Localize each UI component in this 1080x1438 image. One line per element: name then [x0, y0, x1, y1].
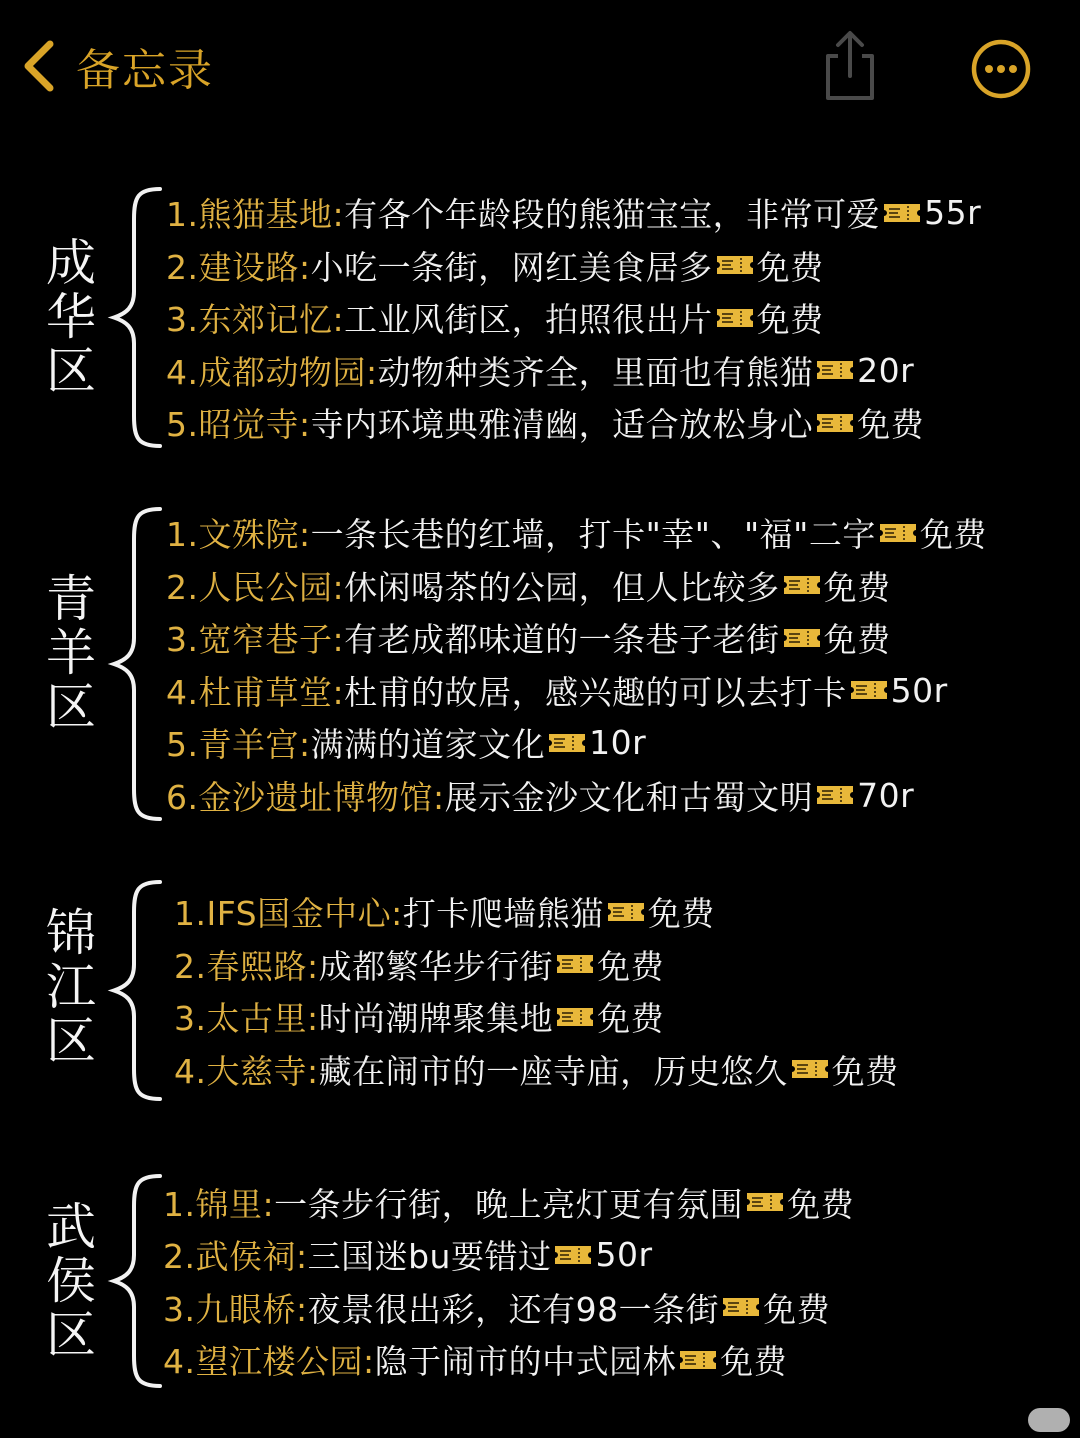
attraction-description: 动物种类齐全，里面也有熊猫 — [377, 352, 814, 392]
attraction-name: 4.大慈寺: — [174, 1051, 319, 1091]
attraction-item — [166, 507, 987, 560]
district-label-char: 成 — [46, 234, 96, 292]
attraction-description: 寺内环境典雅清幽，适合放松身心 — [310, 405, 814, 444]
attraction-name: 3.东郊记忆: — [166, 300, 345, 339]
attraction-description: 三国迷bu要错过 — [307, 1237, 552, 1277]
district-label-char: 羊 — [46, 624, 96, 682]
ticket-price: 免费 — [787, 1184, 855, 1224]
ticket-icon — [553, 1242, 593, 1268]
ticket-icon — [555, 1004, 595, 1030]
attraction-description: 满满的道家文化 — [310, 725, 546, 765]
curly-brace — [100, 505, 164, 827]
attraction-name: 4.杜甫草堂: — [166, 672, 345, 712]
attraction-list — [166, 186, 981, 449]
ticket-price: 免费 — [823, 567, 891, 607]
ticket-price: 免费 — [597, 999, 665, 1039]
ticket-price: 免费 — [756, 247, 824, 287]
ticket-icon — [715, 252, 755, 278]
curly-brace — [100, 878, 164, 1107]
ticket-price: 免费 — [763, 1289, 831, 1329]
share-icon — [818, 89, 882, 108]
attraction-item — [166, 769, 987, 822]
ticket-price: 免费 — [823, 620, 891, 660]
attraction-item — [163, 1281, 854, 1334]
district-label-char: 侯 — [46, 1252, 96, 1310]
ticket-icon — [815, 782, 855, 808]
attraction-description: 休闲喝茶的公园，但人比较多 — [344, 567, 780, 607]
district-label — [38, 1200, 104, 1362]
attraction-description: 有老成都味道的一条巷子老街 — [344, 620, 780, 660]
ticket-icon — [555, 951, 595, 977]
attraction-item — [166, 612, 987, 665]
district-label-char: 武 — [46, 1198, 96, 1256]
ticket-price: 免费 — [756, 300, 824, 339]
ticket-price: 10r — [589, 723, 647, 763]
attraction-name: 2.人民公园: — [166, 567, 345, 607]
district-label-char: 区 — [46, 1306, 96, 1364]
district-label-char: 区 — [46, 678, 96, 736]
ticket-icon — [882, 200, 922, 226]
attraction-item — [174, 886, 899, 939]
ticket-price: 免费 — [857, 405, 925, 444]
attraction-item — [163, 1176, 854, 1229]
attraction-item — [174, 1043, 899, 1096]
ticket-icon — [849, 677, 889, 703]
attraction-description: 一条步行街，晚上亮灯更有氛围 — [274, 1184, 744, 1224]
ticket-icon — [678, 1347, 718, 1373]
ticket-icon — [721, 1294, 761, 1320]
ticket-price: 20r — [857, 350, 915, 390]
attraction-name: 1.熊猫基地: — [166, 195, 345, 234]
chevron-left-icon — [18, 38, 58, 94]
attraction-name: 5.昭觉寺: — [166, 405, 311, 444]
ticket-price: 免费 — [647, 894, 715, 934]
attraction-name: 1.文殊院: — [166, 515, 311, 555]
attraction-item — [163, 1334, 854, 1387]
ticket-price: 70r — [857, 775, 915, 815]
attraction-item — [166, 559, 987, 612]
attraction-name: 2.春熙路: — [174, 946, 319, 986]
ticket-icon — [547, 730, 587, 756]
curly-brace — [100, 1172, 164, 1394]
watermark-badge — [1028, 1408, 1070, 1432]
attraction-item — [166, 186, 981, 239]
attraction-description: 小吃一条街，网红美食居多 — [310, 247, 713, 287]
attraction-name: 5.青羊宫: — [166, 725, 311, 765]
ticket-icon — [715, 305, 755, 331]
attraction-description: 时尚潮牌聚集地 — [318, 999, 554, 1039]
ticket-price: 免费 — [919, 515, 987, 555]
attraction-description: 展示金沙文化和古蜀文明 — [444, 777, 814, 817]
curly-brace — [100, 185, 164, 454]
attraction-description: 杜甫的故居，感兴趣的可以去打卡 — [344, 672, 847, 712]
ticket-icon — [815, 410, 855, 436]
attraction-item — [174, 991, 899, 1044]
ticket-icon — [606, 899, 646, 925]
attraction-name: 1.IFS国金中心: — [174, 894, 403, 934]
ticket-price: 免费 — [720, 1342, 788, 1382]
attraction-description: 夜景很出彩，还有98一条街 — [307, 1289, 720, 1329]
district-label-char: 区 — [46, 1012, 96, 1070]
attraction-description: 打卡爬墙熊猫 — [402, 894, 604, 934]
attraction-item — [166, 396, 981, 449]
ticket-price: 免费 — [831, 1051, 899, 1091]
attraction-item — [166, 239, 981, 292]
attraction-item — [166, 291, 981, 344]
ticket-icon — [782, 625, 822, 651]
attraction-name: 3.九眼桥: — [163, 1289, 308, 1329]
attraction-item — [166, 717, 987, 770]
attraction-name: 6.金沙遗址博物馆: — [166, 777, 445, 817]
attraction-item — [174, 938, 899, 991]
district-label-char: 华 — [46, 288, 96, 346]
ticket-price: 50r — [595, 1235, 653, 1275]
more-options-button[interactable] — [970, 38, 1032, 100]
district-label-char: 锦 — [46, 904, 96, 962]
back-label: 备忘录 — [76, 45, 214, 96]
share-button[interactable] — [818, 28, 882, 104]
attraction-description: 藏在闹市的一座寺庙，历史悠久 — [318, 1051, 788, 1091]
attraction-name: 4.成都动物园: — [166, 352, 378, 392]
attraction-name: 2.建设路: — [166, 247, 311, 287]
top-nav-bar — [0, 0, 1080, 130]
attraction-description: 隐于闹市的中式园林 — [374, 1342, 677, 1382]
attraction-item — [163, 1229, 854, 1282]
district-label-char: 江 — [46, 958, 96, 1016]
ticket-icon — [878, 520, 918, 546]
attraction-list — [174, 886, 899, 1096]
district-label — [38, 572, 104, 734]
district-label-char: 区 — [46, 342, 96, 400]
attraction-name: 2.武侯祠: — [163, 1237, 308, 1277]
district-label-char: 青 — [46, 570, 96, 628]
ticket-price: 50r — [890, 670, 948, 710]
attraction-description: 有各个年龄段的熊猫宝宝，非常可爱 — [344, 195, 881, 234]
attraction-list — [166, 507, 987, 822]
attraction-list — [163, 1176, 854, 1386]
ticket-icon — [782, 572, 822, 598]
attraction-item — [166, 344, 981, 397]
ticket-price: 免费 — [597, 946, 665, 986]
attraction-description: 工业风街区，拍照很出片 — [344, 300, 713, 339]
attraction-description: 成都繁华步行街 — [318, 946, 554, 986]
ticket-icon — [815, 357, 855, 383]
attraction-name: 3.太古里: — [174, 999, 319, 1039]
attraction-name: 4.望江楼公园: — [163, 1342, 375, 1382]
attraction-description: 一条长巷的红墙，打卡"幸"、"福"二字 — [310, 515, 876, 555]
attraction-name: 1.锦里: — [163, 1184, 275, 1224]
back-button[interactable] — [18, 30, 214, 102]
attraction-item — [166, 664, 987, 717]
ticket-icon — [745, 1189, 785, 1215]
district-label — [38, 906, 104, 1068]
more-icon — [970, 85, 1032, 104]
district-label — [38, 236, 104, 398]
ticket-price: 55r — [924, 193, 982, 232]
attraction-name: 3.宽窄巷子: — [166, 620, 345, 660]
ticket-icon — [790, 1056, 830, 1082]
